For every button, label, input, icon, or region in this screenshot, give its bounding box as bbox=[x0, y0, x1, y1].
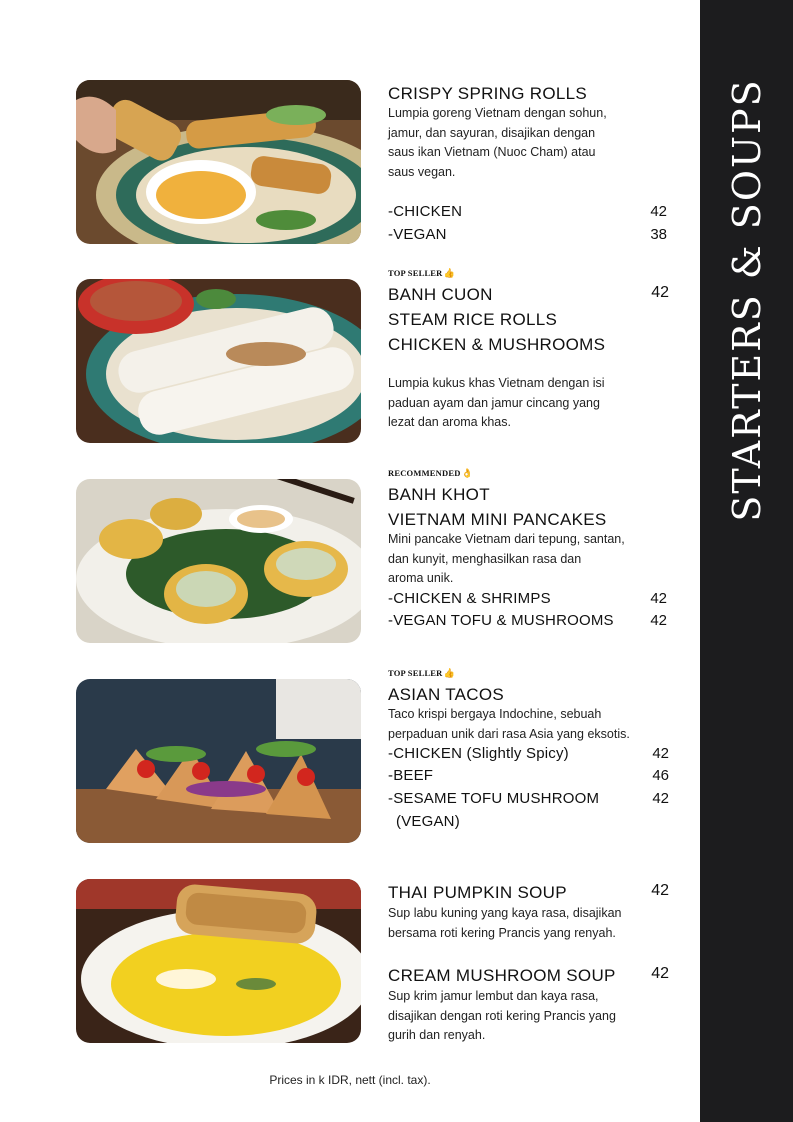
option-price: 42 bbox=[652, 790, 669, 807]
option-price: 46 bbox=[652, 767, 669, 784]
pumpkin-soup-photo bbox=[76, 879, 361, 1043]
option-label: -CHICKEN bbox=[388, 203, 463, 220]
banh-cuon-photo bbox=[76, 279, 361, 443]
price-note: Prices in k IDR, nett (incl. tax). bbox=[269, 1073, 431, 1087]
item-name: STEAM RICE ROLLS bbox=[388, 310, 558, 329]
option-label: -BEEF bbox=[388, 767, 434, 784]
spring-rolls-photo bbox=[76, 80, 361, 244]
thumbs-up-icon: 👍 bbox=[443, 268, 455, 278]
item-description: Sup labu kuning yang kaya rasa, disajikan bersama roti kering Prancis yang renyah. bbox=[388, 906, 622, 940]
item-name: THAI PUMPKIN SOUP bbox=[388, 883, 567, 902]
item-description: Sup krim jamur lembut dan kaya rasa, disajikan dengan roti kering Prancis yang gurih dan renyah. bbox=[388, 989, 616, 1042]
ok-hand-icon: 👌 bbox=[461, 468, 473, 478]
option-price: 42 bbox=[650, 612, 667, 629]
option-note: (VEGAN) bbox=[396, 813, 460, 830]
option-label: -CHICKEN (Slightly Spicy) bbox=[388, 745, 569, 762]
option-price: 38 bbox=[650, 226, 667, 243]
item-price: 42 bbox=[651, 965, 669, 982]
item-name: BANH CUON bbox=[388, 285, 493, 304]
option-label: -CHICKEN & SHRIMPS bbox=[388, 590, 551, 607]
item-name: ASIAN TACOS bbox=[388, 685, 505, 704]
option-price: 42 bbox=[650, 203, 667, 220]
item-price: 42 bbox=[651, 882, 669, 899]
option-label: -VEGAN bbox=[388, 226, 447, 243]
item-name: BANH KHOT bbox=[388, 485, 490, 504]
item-name: VIETNAM MINI PANCAKES bbox=[388, 510, 607, 529]
item-price: 42 bbox=[651, 284, 669, 301]
option-price: 42 bbox=[652, 745, 669, 762]
option-label: -VEGAN TOFU & MUSHROOMS bbox=[388, 612, 614, 629]
item-name: CREAM MUSHROOM SOUP bbox=[388, 966, 616, 985]
thumbs-up-icon: 👍 bbox=[443, 668, 455, 678]
banh-khot-photo bbox=[76, 479, 361, 643]
item-name: CHICKEN & MUSHROOMS bbox=[388, 335, 606, 354]
item-name: CRISPY SPRING ROLLS bbox=[388, 84, 588, 103]
item-description: Mini pancake Vietnam dari tepung, santan, dan kunyit, menghasilkan rasa dan aroma unik. bbox=[388, 532, 625, 585]
recommended-badge: RECOMMENDED👌 bbox=[388, 468, 473, 478]
item-description: Lumpia kukus khas Vietnam dengan isi paduan ayam dan jamur cincang yang lezat dan aroma khas. bbox=[388, 376, 605, 429]
top-seller-badge: TOP SELLER👍 bbox=[388, 268, 455, 278]
top-seller-badge: TOP SELLER👍 bbox=[388, 668, 455, 678]
option-price: 42 bbox=[650, 590, 667, 607]
section-title-text: STARTERS & SOUPS bbox=[725, 78, 769, 522]
item-description: Lumpia goreng Vietnam dengan sohun, jamur, dan sayuran, disajikan dengan saus ikan Vietnam (Nuoc Cham) atau saus vegan. bbox=[388, 106, 607, 179]
item-description: Taco krispi bergaya Indochine, sebuah perpaduan unik dari rasa Asia yang eksotis. bbox=[388, 707, 630, 741]
option-label: -SESAME TOFU MUSHROOM bbox=[388, 790, 600, 807]
asian-tacos-photo bbox=[76, 679, 361, 843]
